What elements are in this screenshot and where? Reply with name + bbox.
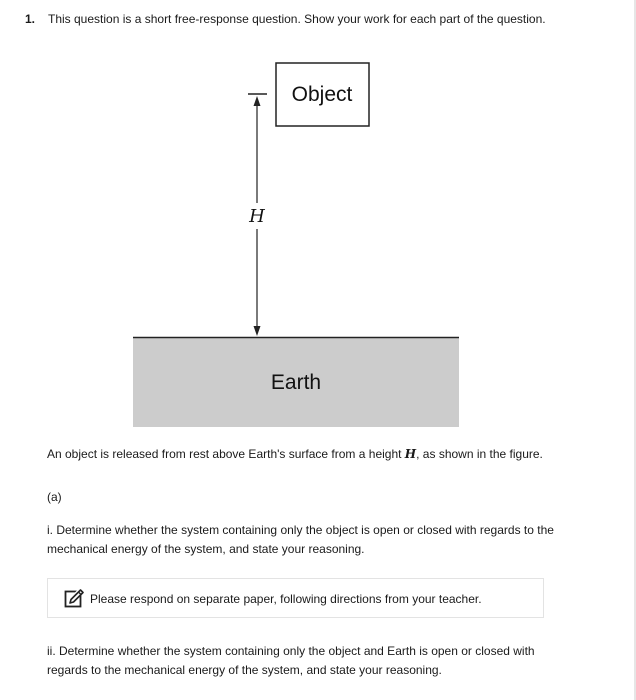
intro-text: An object is released from rest above Earth's surface from a height H, as shown in the figure. [47,447,543,461]
height-label: H [249,206,265,227]
response-box[interactable] [47,578,544,618]
question-number: 1. [25,12,36,26]
object-label: Object [291,83,353,106]
height-variable: H [404,447,417,461]
down-arrowhead [254,326,261,336]
earth-label: Earth [270,371,322,394]
up-arrowhead [254,96,261,106]
question-instructions: This question is a short free-response question. Show your work for each part of the question. [48,12,546,26]
part-a-item-i: i. Determine whether the system containing only the object is open or closed with regards to the mechanical energy of the system, and state your reasoning. [47,523,554,556]
part-a-item-ii: ii. Determine whether the system containing only the object and Earth is open or closed with regards to the mechanical energy of the system, and state your reasoning. [47,644,535,677]
part-a-label: (a) [47,490,62,504]
edit-icon [64,589,84,609]
response-prompt: Please respond on separate paper, following directions from your teacher. [90,592,482,606]
